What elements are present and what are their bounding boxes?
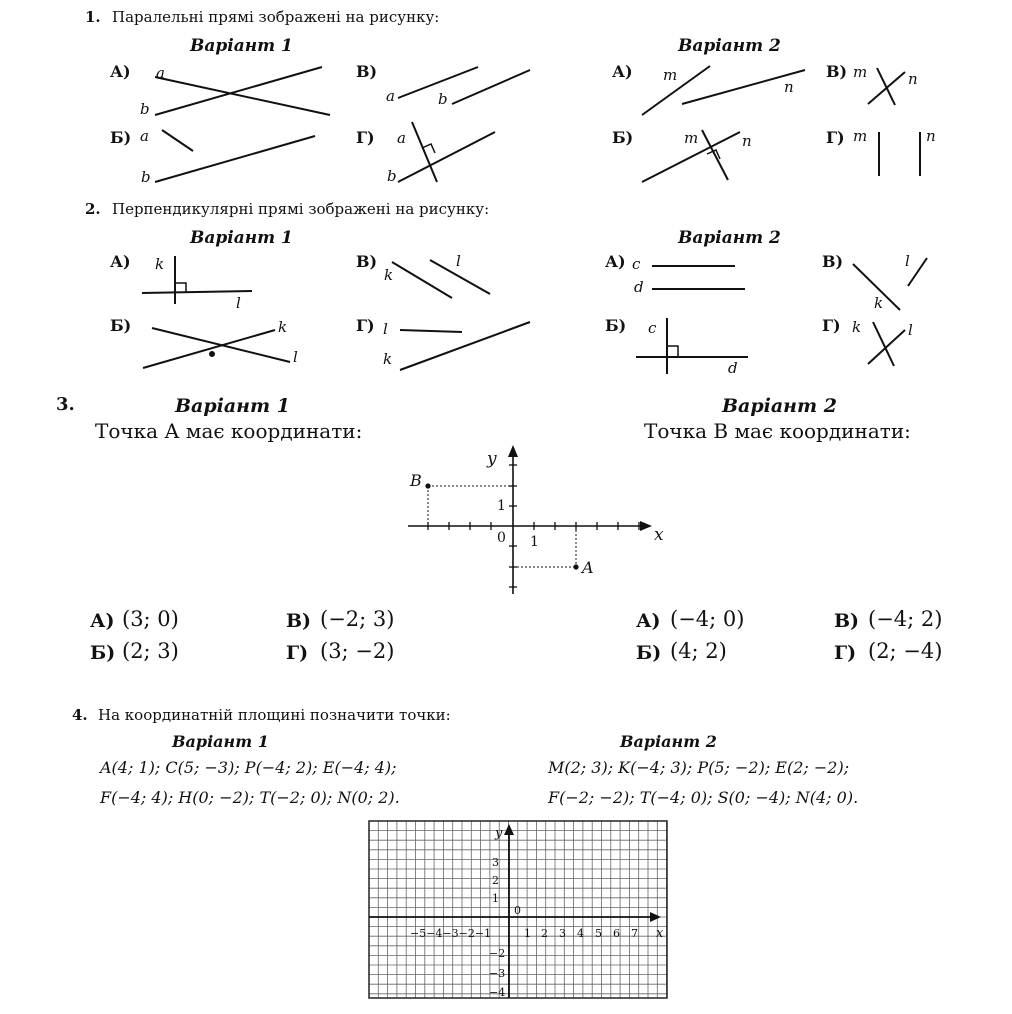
q2-v1g-label-k: k: [383, 350, 393, 368]
q1-variant1-title: Варіант 1: [190, 36, 293, 56]
q3-variant1-title: Варіант 1: [175, 395, 290, 417]
q2-v2-option-b: Б): [605, 316, 627, 335]
q1-v1g-label-a: a: [397, 129, 406, 147]
q3-v2-answer-b-value: (4; 2): [670, 639, 727, 663]
q3-v1-answer-g-value: (3; −2): [320, 639, 395, 663]
q4-x-tick-4: 4: [577, 927, 584, 940]
q1-v2-option-b: Б): [612, 128, 634, 147]
q1-v2b-label-n: n: [742, 132, 752, 150]
q2-v1v-label-l: l: [456, 252, 461, 270]
q4-y-tick-1: 1: [492, 892, 499, 905]
q2-v2b-label-c: c: [648, 319, 657, 337]
q2-v1b-line-k: [143, 330, 275, 368]
q1-v2v-label-n: n: [908, 70, 918, 88]
q2-v1v-label-k: k: [384, 266, 394, 284]
q2-v2v-label-l: l: [905, 252, 910, 270]
q1-v2b-line-m: [702, 130, 728, 180]
q1-v2-option-g: Г): [826, 128, 845, 147]
q1-v2v-label-m: m: [853, 63, 868, 81]
q1-v1v-label-b: b: [438, 90, 448, 108]
q2-v2v-line-l: [908, 258, 927, 286]
q1-figures: [0, 0, 1012, 200]
q2-v1g-line-l: [400, 330, 462, 332]
q3-v1-answer-v-label: В): [286, 610, 312, 632]
q4-variant1-title: Варіант 1: [172, 732, 269, 751]
q1-v1a-label-a: a: [156, 64, 165, 82]
q1-v1-option-g: Г): [356, 128, 375, 147]
q1-v2-option-a: А): [612, 62, 633, 81]
q4-x-tick-2: 2: [541, 927, 548, 940]
q4-y-label: y: [495, 826, 503, 841]
q3-v1-answer-b-label: Б): [90, 642, 116, 664]
q3-v2-answer-a-value: (−4; 0): [670, 607, 745, 631]
q1-number: 1.: [85, 8, 101, 26]
q4-y-tick-3: 3: [492, 856, 499, 869]
q4-grid: [368, 820, 670, 1002]
q2-v2g-label-l: l: [908, 321, 913, 339]
q2-v2g-line-l: [868, 330, 905, 364]
q3-x-one-label: 1: [530, 534, 539, 550]
q1-v1b-line-a: [162, 130, 193, 151]
q4-y-tick-neg2: −2: [489, 947, 506, 960]
q3-x-arrow: [640, 521, 652, 531]
q2-figures: [0, 190, 1012, 390]
q1-v1a-line-a: [155, 77, 330, 115]
q2-v2g-label-k: k: [852, 318, 862, 336]
q4-x-tick-3: 3: [559, 927, 566, 940]
q1-v1b-label-a: a: [140, 127, 149, 145]
q2-v2-option-v: В): [822, 252, 844, 271]
q1-v2g-label-m: m: [853, 127, 868, 145]
q1-v2a-label-m: m: [663, 66, 678, 84]
q3-origin-label: 0: [497, 530, 506, 546]
q2-variant2-title: Варіант 2: [678, 228, 781, 248]
q2-v1-option-b: Б): [110, 316, 132, 335]
q3-point-a: [573, 564, 578, 569]
q3-v1-answer-v-value: (−2; 3): [320, 607, 395, 631]
q4-v1-points-line2: F(−4; 4); H(0; −2); T(−2; 0); N(0; 2).: [100, 788, 400, 807]
q3-v2-answer-g-label: Г): [834, 642, 857, 664]
q4-x-ticks-negative: −5−4−3−2−1: [410, 927, 492, 940]
q2-v1-option-v: В): [356, 252, 378, 271]
q1-v1a-label-b: b: [140, 100, 150, 118]
q4-x-tick-1: 1: [524, 927, 531, 940]
q3-v1-answer-a-value: (3; 0): [122, 607, 179, 631]
q2-v1-option-a: А): [110, 252, 131, 271]
q2-v1b-label-l: l: [293, 348, 298, 366]
q3-coordinate-graph: [0, 440, 1012, 600]
q1-v1v-label-a: a: [386, 87, 395, 105]
q1-variant2-title: Варіант 2: [678, 36, 781, 56]
q1-v2a-label-n: n: [784, 78, 794, 96]
q2-v2b-right-angle: [667, 346, 678, 357]
q4-x-tick-5: 5: [595, 927, 602, 940]
q3-v1-answer-a-label: А): [90, 610, 115, 632]
q3-v2-answer-a-label: А): [636, 610, 661, 632]
q4-v2-points-line1: M(2; 3); K(−4; 3); P(5; −2); E(2; −2);: [548, 758, 850, 777]
q2-v2b-label-d: d: [728, 359, 738, 377]
q3-v2-answer-g-value: (2; −4): [868, 639, 943, 663]
q1-v1-option-b: Б): [110, 128, 132, 147]
q3-y-arrow: [508, 445, 518, 457]
q1-v1-option-a: А): [110, 62, 131, 81]
q3-y-one-label: 1: [497, 498, 506, 514]
q2-v1a-label-l: l: [236, 294, 241, 312]
q4-x-tick-7: 7: [631, 927, 638, 940]
q1-v1g-label-b: b: [387, 167, 397, 185]
q2-v2a-label-c: c: [632, 255, 641, 273]
q4-number: 4.: [72, 706, 88, 724]
q2-text: Перпендикулярні прямі зображені на рисунку:: [112, 200, 490, 218]
q4-x-label: x: [656, 926, 664, 941]
q3-point-b: [425, 483, 430, 488]
q3-variant1-text: Точка А має координати:: [95, 419, 363, 443]
q1-v2v-line-n: [868, 72, 905, 104]
q2-v2v-label-k: k: [874, 294, 884, 312]
q2-variant1-title: Варіант 1: [190, 228, 293, 248]
q4-x-arrow: [650, 912, 661, 922]
q1-v1g-line-b: [398, 132, 495, 182]
q1-v1-option-v: В): [356, 62, 378, 81]
q2-v1b-intersection-dot: [210, 352, 214, 356]
q4-y-tick-neg3: −3: [489, 967, 506, 980]
q4-y-tick-neg4: −4: [489, 986, 506, 999]
q4-v1-points-line1: A(4; 1); C(5; −3); P(−4; 2); E(−4; 4);: [100, 758, 397, 777]
q3-point-b-label: B: [410, 471, 422, 490]
q1-v1b-label-b: b: [141, 168, 151, 186]
q3-v1-answer-b-value: (2; 3): [122, 639, 179, 663]
q3-variant2-title: Варіант 2: [722, 395, 837, 417]
q3-variant2-text: Точка В має координати:: [644, 419, 911, 443]
q3-x-label: x: [654, 525, 664, 545]
q1-v2b-label-m: m: [684, 129, 699, 147]
q4-variant2-title: Варіант 2: [620, 732, 717, 751]
q3-v2-answer-v-label: В): [834, 610, 860, 632]
q1-text: Паралельні прямі зображені на рисунку:: [112, 8, 440, 26]
q3-v2-answer-v-value: (−4; 2): [868, 607, 943, 631]
q2-v1a-line-l: [142, 291, 252, 293]
q2-v1g-label-l: l: [383, 320, 388, 338]
q4-v2-points-line2: F(−2; −2); T(−4; 0); S(0; −4); N(4; 0).: [548, 788, 859, 807]
q4-origin-label: 0: [514, 904, 521, 917]
q3-v1-answer-g-label: Г): [286, 642, 309, 664]
q1-v2-option-v: В): [826, 62, 848, 81]
q1-v1b-line-b: [155, 136, 315, 182]
q2-v1-option-g: Г): [356, 316, 375, 335]
q2-v1b-label-k: k: [278, 318, 288, 336]
q3-y-label: y: [487, 449, 497, 469]
q4-y-arrow: [504, 824, 514, 835]
q2-v2-option-a: А): [605, 252, 626, 271]
q3-point-a-label: A: [582, 558, 594, 577]
q1-v1v-line-b: [452, 70, 530, 104]
q3-number: 3.: [56, 394, 75, 415]
q1-v2b-right-angle: [707, 150, 720, 159]
q4-x-tick-6: 6: [613, 927, 620, 940]
q1-v2g-label-n: n: [926, 127, 936, 145]
q2-v2a-label-d: d: [634, 278, 644, 296]
q2-number: 2.: [85, 200, 101, 218]
q3-v2-answer-b-label: Б): [636, 642, 662, 664]
q2-v1g-line-k: [400, 322, 530, 370]
q2-v2-option-g: Г): [822, 316, 841, 335]
q4-y-tick-2: 2: [492, 874, 499, 887]
q4-text: На координатній площині позначити точки:: [98, 706, 451, 724]
q1-v2v-line-m: [877, 68, 895, 105]
q2-v1a-label-k: k: [155, 255, 165, 273]
